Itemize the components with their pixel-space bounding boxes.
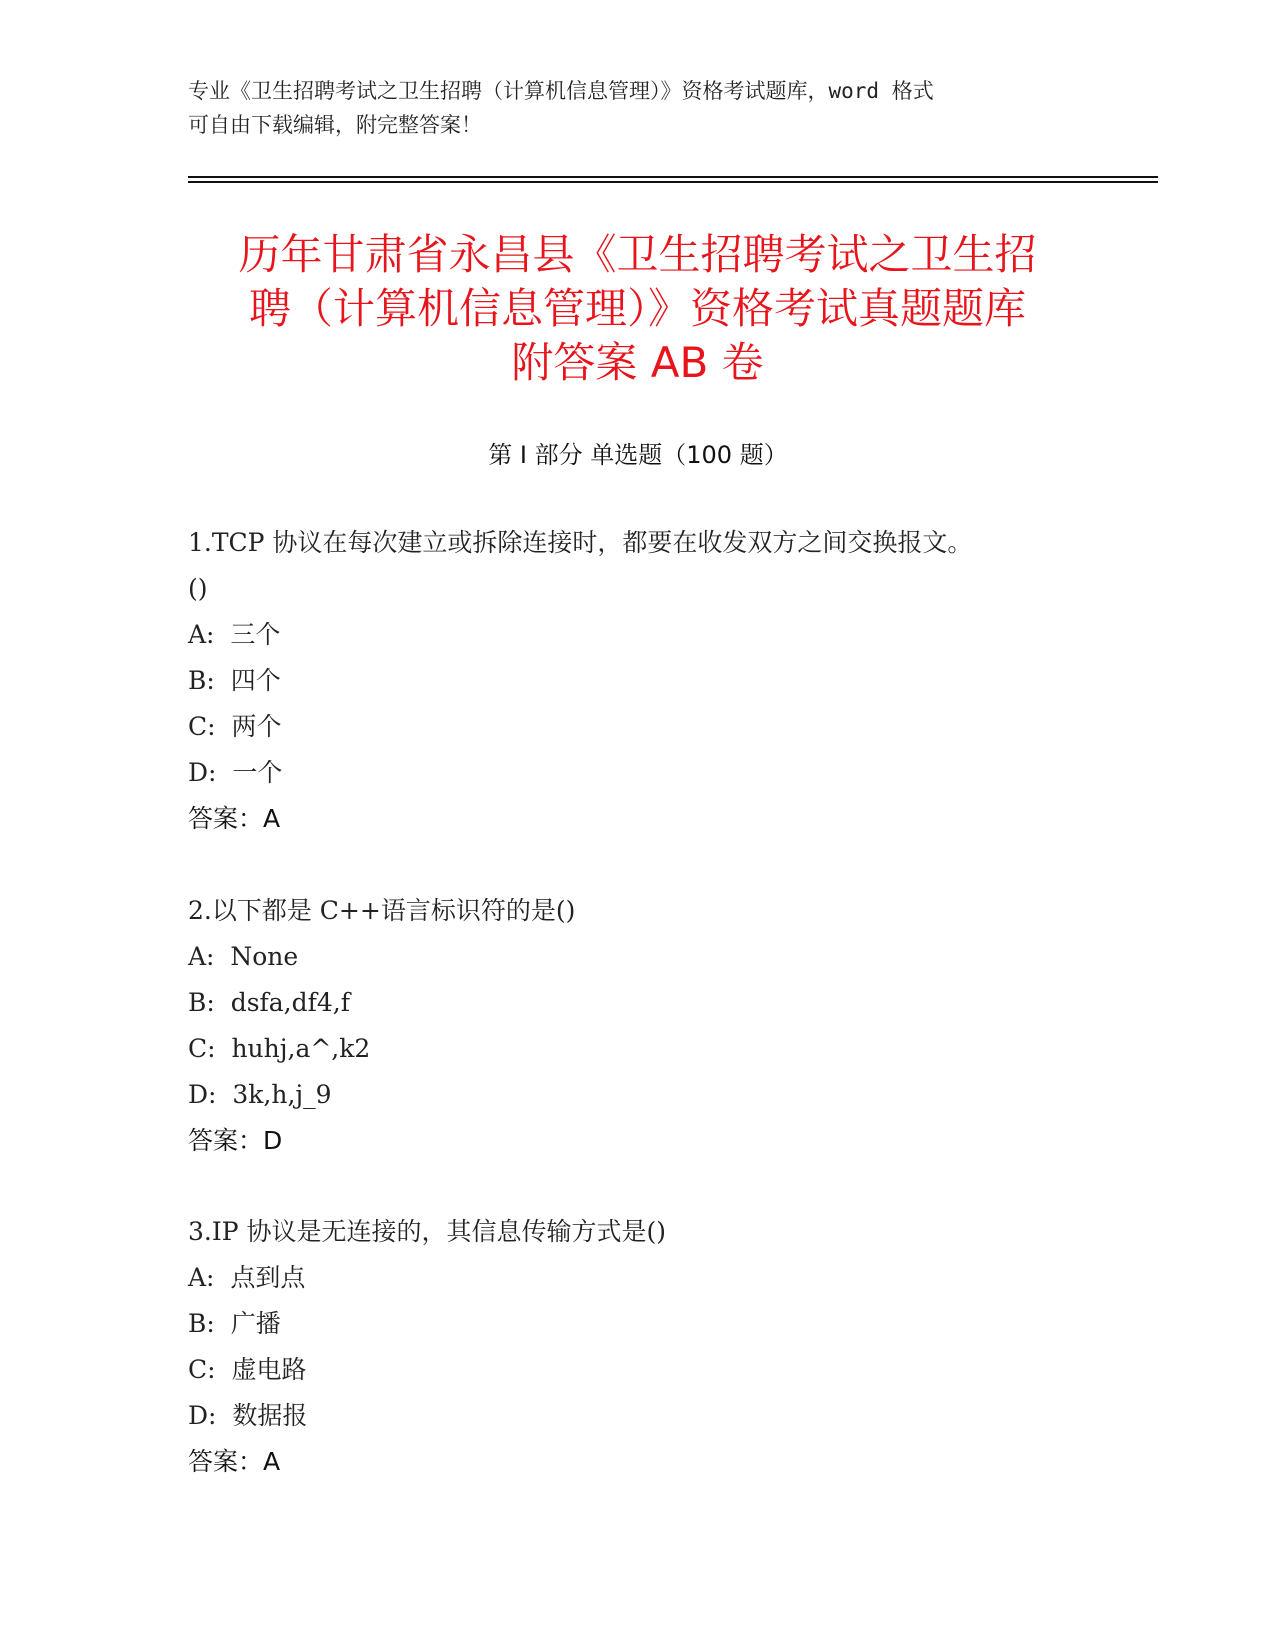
question-3-answer: 答案：A xyxy=(188,1447,281,1476)
question-3-option-d: D: 数据报 xyxy=(188,1401,308,1430)
question-1-option-a: A: 三个 xyxy=(188,620,281,649)
title-line-3: 附答案 AB 卷 xyxy=(511,338,764,387)
header-divider-bottom xyxy=(188,181,1158,183)
question-1 xyxy=(188,520,1088,842)
question-1-stem-line-1: 1.TCP 协议在每次建立或拆除连接时，都要在收发双方之间交换报文。 xyxy=(188,528,973,557)
header-note-line-2: 可自由下载编辑，附完整答案！ xyxy=(188,113,482,137)
section-title: 第 I 部分 单选题（100 题） xyxy=(488,441,788,469)
header-note-line-1: 专业《卫生招聘考试之卫生招聘（计算机信息管理）》资格考试题库，word 格式 xyxy=(188,79,934,103)
question-3-option-a: A: 点到点 xyxy=(188,1263,306,1292)
question-1-option-c: C: 两个 xyxy=(188,712,282,741)
title-line-1: 历年甘肃省永昌县《卫生招聘考试之卫生招 xyxy=(238,230,1037,279)
question-3-stem: 3.IP 协议是无连接的，其信息传输方式是() xyxy=(188,1217,667,1246)
question-2-stem: 2.以下都是 C++语言标识符的是() xyxy=(188,896,576,925)
question-2-option-d: D: 3k,h,j_9 xyxy=(188,1080,332,1109)
title-line-2: 聘（计算机信息管理）》资格考试真题题库 xyxy=(248,284,1026,333)
header-note xyxy=(188,74,1088,142)
question-1-option-d: D: 一个 xyxy=(188,758,283,787)
question-2-option-a: A: None xyxy=(188,942,299,971)
question-1-stem-line-2: () xyxy=(188,574,208,603)
question-2-answer: 答案：D xyxy=(188,1126,283,1155)
question-2-option-c: C: huhj,a^,k2 xyxy=(188,1034,371,1063)
question-2-option-b: B: dsfa,df4,f xyxy=(188,988,350,1017)
question-1-option-b: B: 四个 xyxy=(188,666,281,695)
question-2 xyxy=(188,888,1088,1164)
document-title xyxy=(160,228,1115,390)
question-3-option-b: B: 广播 xyxy=(188,1309,281,1338)
header-divider-top xyxy=(188,176,1158,178)
question-3 xyxy=(188,1209,1088,1485)
question-1-answer: 答案：A xyxy=(188,804,281,833)
question-3-option-c: C: 虚电路 xyxy=(188,1355,307,1384)
